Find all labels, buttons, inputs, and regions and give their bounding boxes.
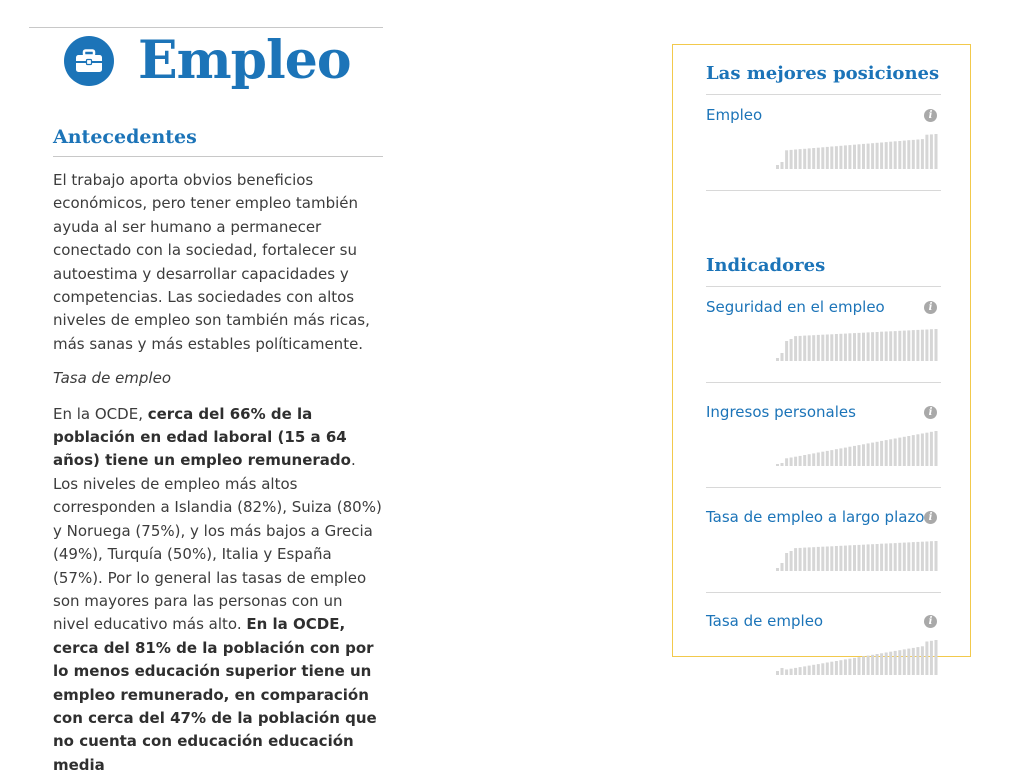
sparkline-bar <box>885 142 888 169</box>
section-title: Antecedentes <box>53 125 383 157</box>
sparkline-bar <box>790 150 793 169</box>
intro-paragraph: El trabajo aporta obvios beneficios económicos, pero tener empleo también ayuda al ser humano a permanecer conectado con la sociedad, fortalecer su autoestima y desarrollar capacidades y competencias. Las sociedades con altos niveles de empleo son también más ricas, más sanas y más estables políticamente. <box>53 171 370 353</box>
sparkline-bar <box>880 544 883 571</box>
sparkline-bar <box>903 331 906 361</box>
sparkline-bar <box>907 542 910 571</box>
sparkline-bar <box>916 434 919 466</box>
sparkline-bar <box>848 545 851 571</box>
sparkline-bar <box>894 651 897 675</box>
sparkline-bar <box>930 134 933 169</box>
top-divider <box>29 27 383 28</box>
bold-span: cerca del 66% de la población en edad laboral (15 a 64 años) tiene un empleo remunerado <box>53 404 351 470</box>
sparkline-bar <box>826 451 829 466</box>
sparkline-bar <box>912 648 915 675</box>
sparkline-bar <box>830 147 833 170</box>
employment-paragraph <box>53 403 383 777</box>
sparkline-bar <box>803 455 806 466</box>
sparkline-bar <box>848 659 851 675</box>
sparkline-bar <box>885 653 888 676</box>
subheading: Tasa de empleo <box>53 369 172 388</box>
sparkline-bar <box>835 661 838 675</box>
sparkline-bar <box>912 542 915 571</box>
sparkline-bar <box>903 141 906 169</box>
sparkline-bar <box>781 463 784 466</box>
sparkline-bar <box>903 437 906 466</box>
sparkline-bar <box>858 333 861 361</box>
sparkline-bar <box>776 165 779 169</box>
sparkline-bar <box>907 140 910 169</box>
sparkline-bar <box>916 330 919 361</box>
sparkline-bar <box>876 654 879 675</box>
sparkline-bar <box>898 141 901 169</box>
sparkline-bar <box>812 547 815 571</box>
indicator-item-tasa[interactable] <box>706 611 941 697</box>
sparkline-bar <box>821 452 824 466</box>
sparkline-bar <box>794 548 797 571</box>
sparkline-bar <box>925 433 928 466</box>
sparkline-bar <box>903 649 906 675</box>
sparkline-bar <box>903 543 906 571</box>
sparkline-bar <box>799 336 802 361</box>
sparkline-bar <box>921 139 924 169</box>
sparkline-bar <box>808 666 811 675</box>
sparkline-bar <box>853 545 856 571</box>
sparkline-bar <box>844 448 847 466</box>
text-span: . Los niveles de empleo más altos corresponden a Islandia (82%), Suiza (80%) y Noruega (75%), y los más bajos a Grecia (49%), Turquía (50%), Italia y España (57%). Por lo general las tasas de empleo son mayores para las personas con un nivel educativo más alto. <box>53 451 382 634</box>
sparkline-bar <box>812 665 815 675</box>
sparkline-bar <box>817 664 820 675</box>
sparkline-bar <box>799 149 802 169</box>
ranking-sparkline <box>776 534 939 571</box>
sparkline-bar <box>876 332 879 361</box>
sparkline-bar <box>925 330 928 362</box>
sparkline-bar <box>799 667 802 675</box>
sparkline-bar <box>907 649 910 675</box>
sparkline-bar <box>785 670 788 676</box>
indicator-item-seguridad[interactable] <box>706 297 941 383</box>
sparkline-bar <box>925 642 928 676</box>
sparkline-bar <box>799 548 802 571</box>
ranking-sparkline <box>776 132 939 169</box>
sparkline-bar <box>889 543 892 571</box>
sparkline-bar <box>803 548 806 571</box>
indicator-label[interactable]: Empleo <box>706 106 763 124</box>
sparkline-bar <box>803 336 806 361</box>
info-icon[interactable]: i <box>924 301 937 314</box>
sparkline-bar <box>871 443 874 466</box>
indicators-heading: Indicadores <box>706 254 941 287</box>
sparkline-bar <box>867 443 870 466</box>
sparkline-bar <box>858 445 861 466</box>
sparkline-bar <box>853 658 856 675</box>
sparkline-bar <box>935 640 938 675</box>
sparkline-bar <box>799 456 802 466</box>
sparkline-bar <box>808 454 811 466</box>
info-icon[interactable]: i <box>924 109 937 122</box>
sparkline-bar <box>835 334 838 361</box>
sparkline-bar <box>844 546 847 571</box>
sparkline-bar <box>885 332 888 362</box>
sparkline-bar <box>885 440 888 466</box>
sparkline-bar <box>844 334 847 361</box>
sparkline-bar <box>790 339 793 361</box>
sparkline-bar <box>776 568 779 571</box>
sparkline-bar <box>912 330 915 361</box>
sparkline-bar <box>794 457 797 466</box>
sparkline-bar <box>835 146 838 169</box>
text-span: En la OCDE, <box>53 404 148 423</box>
indicator-label[interactable]: Ingresos personales <box>706 403 856 421</box>
sparkline-bar <box>880 332 883 361</box>
sparkline-bar <box>844 145 847 169</box>
sparkline-bar <box>921 646 924 675</box>
sparkline-bar <box>862 144 865 169</box>
sparkline-bar <box>817 335 820 361</box>
sparkline-bar <box>858 545 861 571</box>
sparkline-bar <box>848 333 851 361</box>
info-icon[interactable]: i <box>924 406 937 419</box>
sparkline-bar <box>871 143 874 169</box>
sparkline-bar <box>812 335 815 361</box>
sparkline-bar <box>935 134 938 169</box>
sparkline-bar <box>935 329 938 361</box>
sparkline-bar <box>839 146 842 169</box>
sparkline-bar <box>907 436 910 466</box>
sparkline-bar <box>817 547 820 571</box>
sparkline-bar <box>817 453 820 467</box>
sparkline-bar <box>925 542 928 572</box>
sparkline-bar <box>930 641 933 675</box>
sparkline-bar <box>898 331 901 361</box>
sparkline-bar <box>916 140 919 170</box>
sparkline-bar <box>889 331 892 361</box>
article <box>53 125 383 774</box>
sparkline-bar <box>921 330 924 361</box>
sparkline-bar <box>862 444 865 466</box>
sparkline-bar <box>790 458 793 467</box>
sparkline-bar <box>826 147 829 169</box>
sparkline-bar <box>858 144 861 169</box>
sparkline-bar <box>853 333 856 361</box>
sparkline-bar <box>830 546 833 571</box>
sparkline-bar <box>898 650 901 675</box>
sparkline-bar <box>830 334 833 361</box>
sparkline-bar <box>826 335 829 362</box>
sparkline-bar <box>862 656 865 675</box>
sparkline-bar <box>848 145 851 169</box>
sparkline-bar <box>862 545 865 571</box>
briefcase-icon <box>64 36 114 86</box>
sparkline-bar <box>781 668 784 675</box>
info-icon[interactable]: i <box>924 511 937 524</box>
indicators-sidebar <box>672 44 971 657</box>
sparkline-bar <box>853 145 856 169</box>
indicator-label[interactable]: Seguridad en el empleo <box>706 298 885 316</box>
sparkline-bar <box>821 147 824 169</box>
sparkline-bar <box>880 441 883 466</box>
sparkline-bar <box>894 439 897 467</box>
sparkline-bar <box>867 544 870 571</box>
sparkline-bar <box>821 335 824 361</box>
ranking-sparkline <box>776 429 939 466</box>
sparkline-bar <box>921 542 924 571</box>
sparkline-bar <box>839 448 842 466</box>
sparkline-bar <box>821 663 824 675</box>
bold-span: En la OCDE, cerca del 81% de la población con por lo menos educación superior tiene un empleo remunerado, en comparación con cerca del 47% de la población que no cuenta con educación educación media <box>53 615 377 774</box>
sparkline-bar <box>907 330 910 361</box>
sparkline-bar <box>867 332 870 361</box>
sparkline-bar <box>817 148 820 169</box>
sparkline-bar <box>867 144 870 169</box>
indicator-item-ingresos[interactable] <box>706 402 941 488</box>
sparkline-bar <box>930 541 933 571</box>
sparkline-bar <box>894 543 897 571</box>
sparkline-bar <box>808 148 811 169</box>
sparkline-bar <box>781 353 784 361</box>
sparkline-bar <box>912 140 915 169</box>
sparkline-bar <box>835 449 838 466</box>
sparkline-bar <box>894 331 897 361</box>
indicator-item-largo-plazo[interactable] <box>706 507 941 593</box>
sparkline-bar <box>889 439 892 466</box>
sparkline-bar <box>880 653 883 675</box>
sparkline-bar <box>794 668 797 675</box>
sparkline-bar <box>930 432 933 466</box>
sparkline-bar <box>930 329 933 361</box>
sparkline-bar <box>862 333 865 361</box>
sparkline-bar <box>925 135 928 169</box>
best-item-empleo[interactable] <box>706 105 941 191</box>
sparkline-bar <box>871 655 874 675</box>
sparkline-bar <box>785 341 788 361</box>
ranking-sparkline <box>776 638 939 675</box>
sparkline-bar <box>808 335 811 361</box>
sparkline-bar <box>808 547 811 571</box>
sparkline-bar <box>858 657 861 675</box>
sparkline-bar <box>830 662 833 675</box>
sparkline-bar <box>821 547 824 571</box>
sparkline-bar <box>848 447 851 466</box>
sparkline-bar <box>785 458 788 466</box>
page-title: Empleo <box>138 30 351 91</box>
sparkline-bar <box>826 547 829 572</box>
sparkline-bar <box>794 150 797 170</box>
sparkline-bar <box>803 149 806 169</box>
sparkline-bar <box>898 543 901 571</box>
sparkline-bar <box>839 334 842 361</box>
sparkline-bar <box>826 663 829 676</box>
sparkline-bar <box>844 659 847 675</box>
sparkline-bar <box>916 647 919 675</box>
indicator-label[interactable]: Tasa de empleo <box>706 612 824 630</box>
sparkline-bar <box>898 438 901 466</box>
sparkline-bar <box>790 551 793 571</box>
sparkline-bar <box>776 671 779 675</box>
sparkline-bar <box>785 553 788 571</box>
sparkline-bar <box>916 542 919 571</box>
sparkline-bar <box>794 336 797 361</box>
page-header <box>64 30 351 91</box>
sparkline-bar <box>921 434 924 467</box>
sparkline-bar <box>839 546 842 571</box>
sparkline-bar <box>880 143 883 170</box>
sparkline-bar <box>853 446 856 466</box>
sparkline-bar <box>894 141 897 169</box>
sparkline-bar <box>876 442 879 466</box>
ranking-sparkline <box>776 324 939 361</box>
sparkline-bar <box>889 142 892 169</box>
sparkline-bar <box>885 544 888 572</box>
sparkline-bar <box>876 544 879 571</box>
sparkline-bar <box>776 358 779 361</box>
sparkline-bar <box>871 332 874 361</box>
sparkline-bar <box>876 143 879 169</box>
sparkline-bar <box>935 431 938 466</box>
sparkline-bar <box>781 162 784 169</box>
best-positions-heading: Las mejores posiciones <box>706 62 941 95</box>
sparkline-bar <box>785 150 788 169</box>
sparkline-bar <box>776 464 779 466</box>
sparkline-bar <box>871 544 874 571</box>
sparkline-bar <box>803 666 806 675</box>
sparkline-bar <box>835 546 838 571</box>
sparkline-bar <box>830 450 833 466</box>
sparkline-bar <box>912 435 915 466</box>
sparkline-bar <box>812 148 815 169</box>
sparkline-bar <box>867 656 870 675</box>
sparkline-bar <box>812 453 815 466</box>
sparkline-bar <box>790 669 793 675</box>
indicator-label[interactable]: Tasa de empleo a largo plazo <box>706 508 925 526</box>
sparkline-bar <box>889 652 892 675</box>
sparkline-bar <box>935 541 938 571</box>
sparkline-bar <box>781 563 784 571</box>
sparkline-bar <box>839 660 842 675</box>
info-icon[interactable]: i <box>924 615 937 628</box>
